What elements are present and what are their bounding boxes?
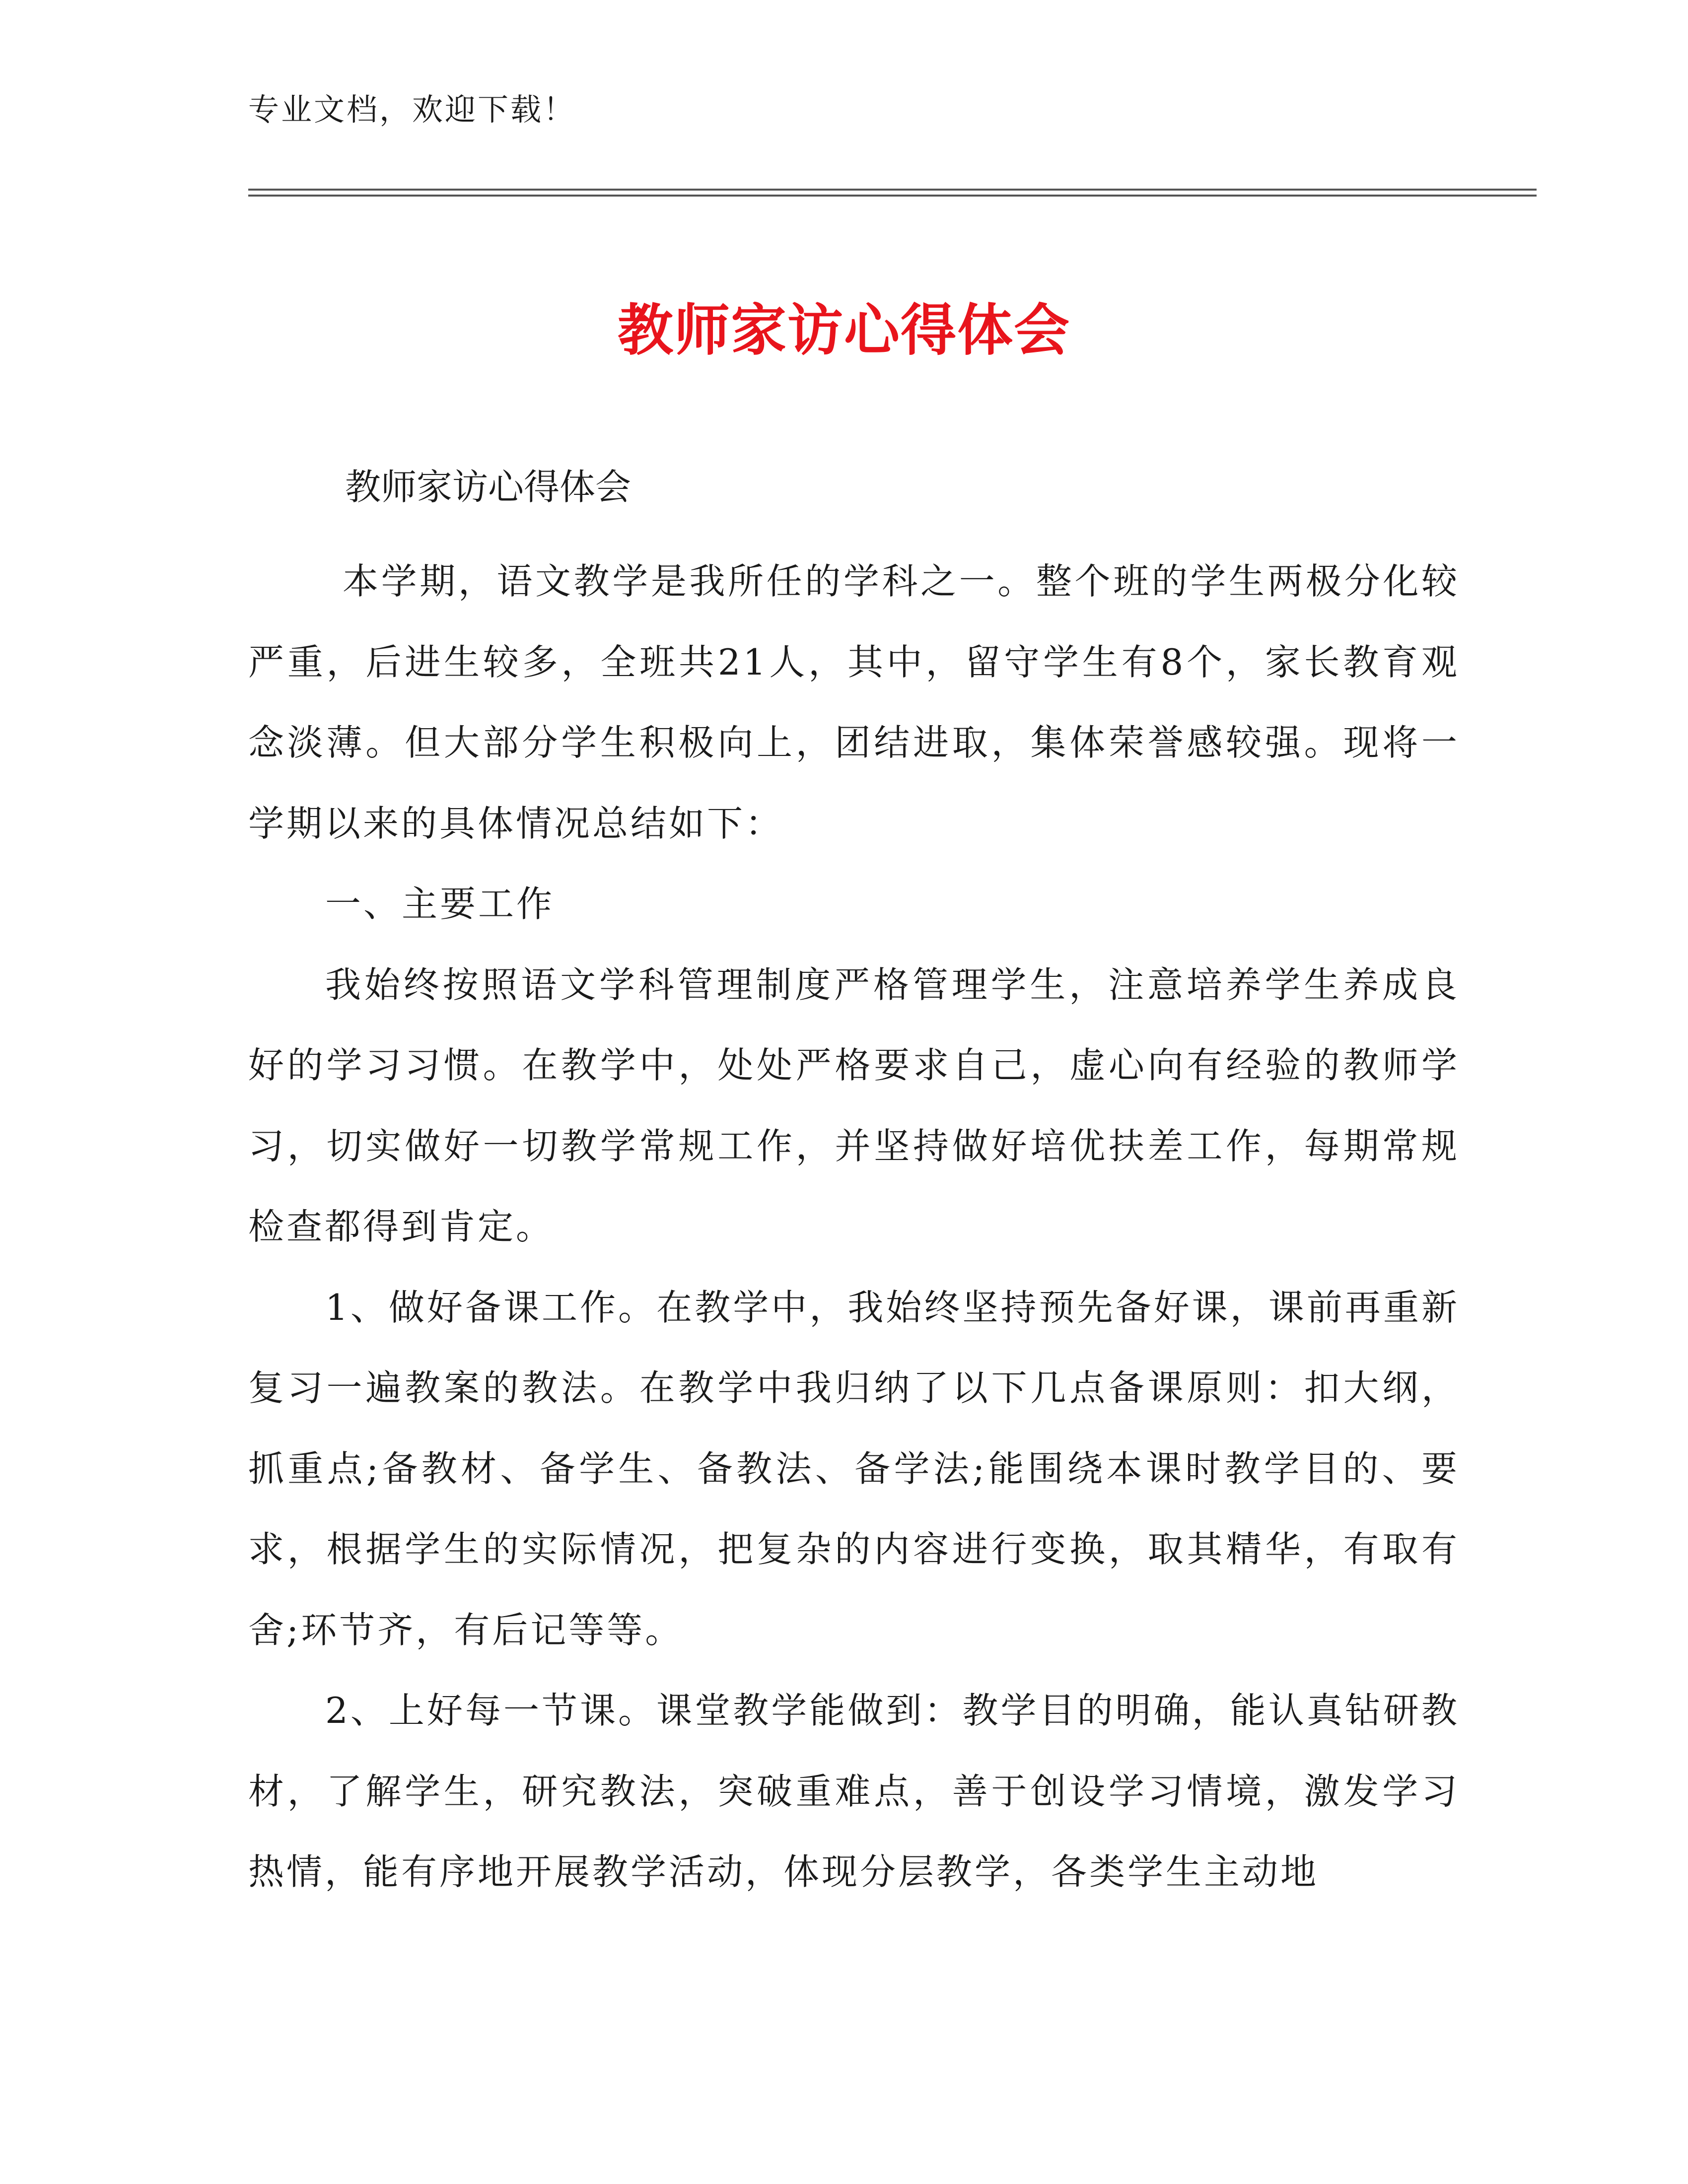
body-paragraph: 1、做好备课工作。在教学中，我始终坚持预先备好课，课前再重新复习一遍教案的教法。在教学中我归纳了以下几点备课原则：扣大纲，抓重点;备教材、备学生、备教法、备学法;能围绕本课时教学目的、要求，根据学生的实际情况，把复杂的内容进行变换，取其精华，有取有舍;环节齐，有后记等等。 — [248, 1286, 1460, 1651]
body-paragraph: 本学期，语文教学是我所任的学科之一。整个班的学生两极分化较严重，后进生较多，全班共21人，其中，留守学生有8个，家长教育观念淡薄。但大部分学生积极向上，团结进取，集体荣誉感较强。现将一学期以来的具体情况总结如下： — [248, 560, 1460, 844]
document-title: 教师家访心得体会 — [618, 298, 1070, 363]
header-divider-line-secondary — [248, 195, 1537, 197]
document-body — [248, 541, 1460, 1912]
section-heading: 一、主要工作 — [325, 883, 555, 925]
header-divider-line — [248, 189, 1537, 191]
document-subtitle: 教师家访心得体会 — [345, 466, 632, 508]
body-paragraph: 我始终按照语文学科管理制度严格管理学生，注意培养学生养成良好的学习习惯。在教学中，处处严格要求自己，虚心向有经验的教师学习，切实做好一切教学常规工作，并坚持做好培优扶差工作，每期常规检查都得到肯定。 — [248, 963, 1460, 1247]
body-paragraph: 2、上好每一节课。课堂教学能做到：教学目的明确，能认真钻研教材，了解学生，研究教法，突破重难点，善于创设学习情境，激发学习热情，能有序地开展教学活动，体现分层教学，各类学生主动地 — [248, 1690, 1460, 1893]
page-header-text: 专业文档，欢迎下载！ — [248, 91, 576, 128]
